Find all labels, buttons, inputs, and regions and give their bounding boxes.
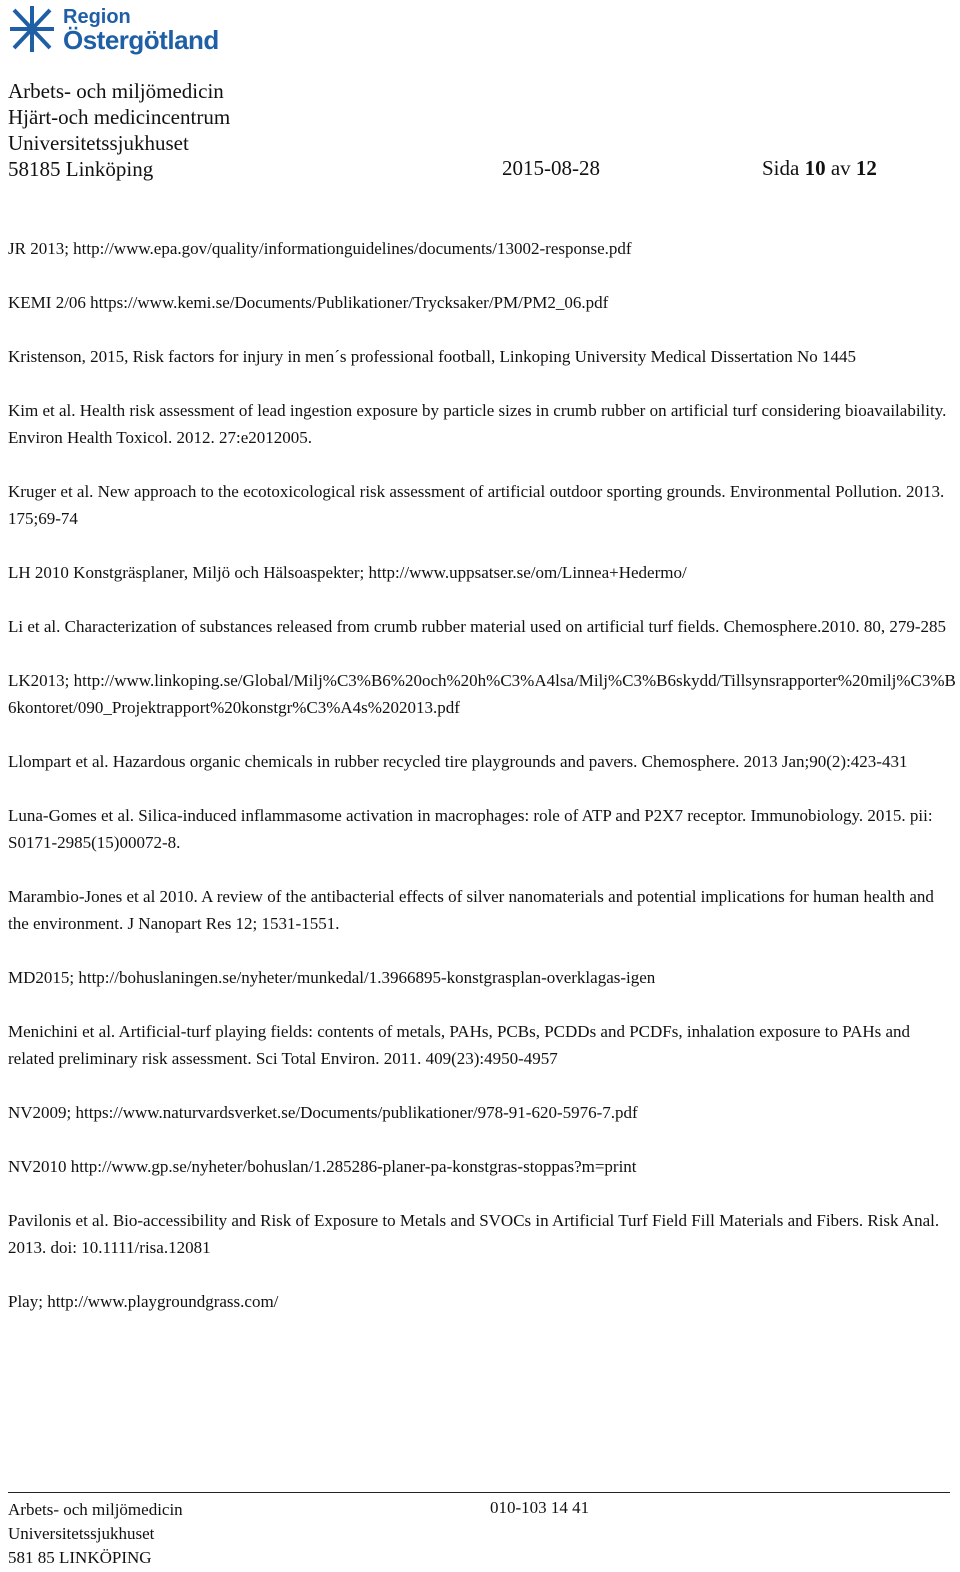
footer-hospital: Universitetssjukhuset: [8, 1524, 155, 1543]
document-header: [8, 78, 230, 182]
region-emblem-icon: [8, 4, 56, 54]
reference-item: MD2015; http://bohuslaningen.se/nyheter/munkedal/1.3966895-konstgrasplan-overklagas-igen: [8, 968, 656, 987]
reference-item: JR 2013; http://www.epa.gov/quality/informationguidelines/documents/13002-response.pdf: [8, 239, 632, 258]
reference-item: NV2009; https://www.naturvardsverket.se/Documents/publikationer/978-91-620-5976-7.pdf: [8, 1103, 638, 1122]
reference-item: Play; http://www.playgroundgrass.com/: [8, 1292, 279, 1311]
region-logo: [8, 4, 228, 58]
document-footer: [8, 1498, 183, 1570]
reference-item: LH 2010 Konstgräsplaner, Miljö och Hälsoaspekter; http://www.uppsatser.se/om/Linnea+Hedermo/: [8, 563, 687, 582]
logo-region-text: Region: [63, 6, 131, 28]
reference-item: LK2013; http://www.linkoping.se/Global/Milj%C3%B6%20och%20h%C3%A4lsa/Milj%C3%B6skydd/Tillsynsrapporter%20milj%C3%B6kontoret/090_Projektrapport%20konstgr%C3%A4s%202013.pdf: [8, 671, 956, 717]
reference-list: [8, 235, 958, 1315]
footer-city: 581 85 LINKÖPING: [8, 1548, 152, 1567]
footer-divider: [8, 1492, 950, 1493]
reference-item: Menichini et al. Artificial-turf playing fields: contents of metals, PAHs, PCBs, PCDDs and PCDFs, inhalation exposure to PAHs and related preliminary risk assessment. Sci Total Environ. 2011. 409(23):4950-4957: [8, 1022, 911, 1068]
reference-item: KEMI 2/06 https://www.kemi.se/Documents/Publikationer/Trycksaker/PM/PM2_06.pdf: [8, 293, 609, 312]
header-center: Hjärt-och medicincentrum: [8, 105, 231, 129]
header-hospital: Universitetssjukhuset: [8, 131, 189, 155]
reference-item: Luna-Gomes et al. Silica-induced inflammasome activation in macrophages: role of ATP and P2X7 receptor. Immunobiology. 2015. pii: S0171-2985(15)00072-8.: [8, 806, 933, 852]
header-date: 2015-08-28: [502, 156, 600, 180]
reference-item: NV2010 http://www.gp.se/nyheter/bohuslan/1.285286-planer-pa-konstgras-stoppas?m=print: [8, 1157, 637, 1176]
reference-item: Kristenson, 2015, Risk factors for injury in men´s professional football, Linkoping University Medical Dissertation No 1445: [8, 347, 856, 366]
footer-department: Arbets- och miljömedicin: [8, 1500, 183, 1519]
page-total: 12: [855, 156, 877, 180]
page-indicator: [762, 156, 877, 181]
logo-region-name: Östergötland: [63, 25, 219, 55]
header-address: 58185 Linköping: [8, 157, 154, 181]
reference-item: Li et al. Characterization of substances released from crumb rubber material used on artificial turf fields. Chemosphere.2010. 80, 279-285: [8, 617, 946, 636]
header-department: Arbets- och miljömedicin: [8, 79, 224, 103]
page-number: 10: [804, 156, 826, 180]
page-mid: av: [830, 156, 851, 180]
page-prefix: Sida: [762, 156, 800, 180]
reference-item: Llompart et al. Hazardous organic chemicals in rubber recycled tire playgrounds and pavers. Chemosphere. 2013 Jan;90(2):423-431: [8, 752, 908, 771]
reference-item: Marambio-Jones et al 2010. A review of the antibacterial effects of silver nanomaterials and potential implications for human health and the environment. J Nanopart Res 12; 1531-1551.: [8, 887, 934, 933]
reference-item: Kruger et al. New approach to the ecotoxicological risk assessment of artificial outdoor sporting grounds. Environmental Pollution. 2013. 175;69-74: [8, 482, 945, 528]
reference-item: Pavilonis et al. Bio-accessibility and Risk of Exposure to Metals and SVOCs in Artificial Turf Field Fill Materials and Fibers. Risk Anal. 2013. doi: 10.1111/risa.12081: [8, 1211, 940, 1257]
footer-phone: 010-103 14 41: [490, 1498, 590, 1517]
reference-item: Kim et al. Health risk assessment of lead ingestion exposure by particle sizes in crumb rubber on artificial turf considering bioavailability. Environ Health Toxicol. 2012. 27:e2012005.: [8, 401, 947, 447]
